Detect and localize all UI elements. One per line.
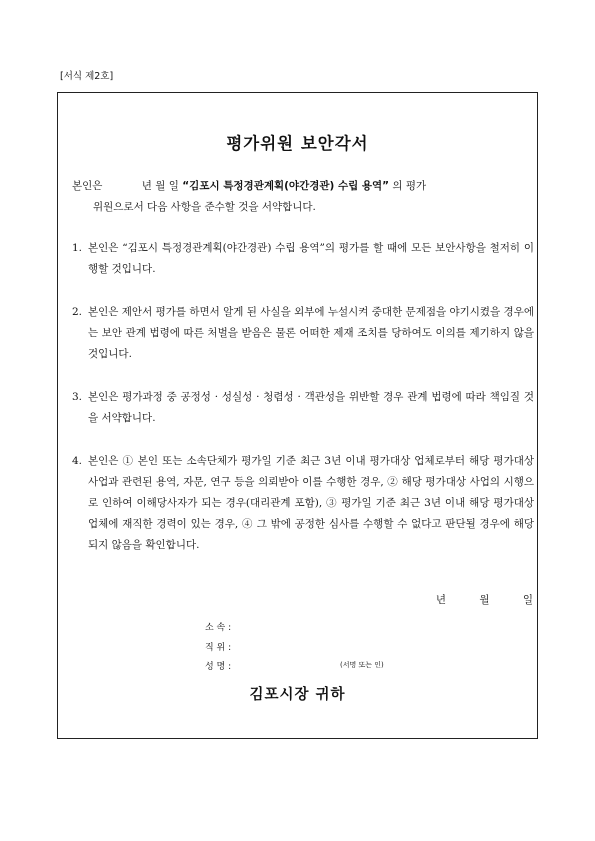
clause-3 — [72, 387, 534, 429]
intro-line-2: 위원으로서 다음 사항을 준수할 것을 서약합니다. — [93, 201, 316, 213]
clause-number: 4. — [72, 455, 83, 467]
clause-text: 본인은 ① 본인 또는 소속단체가 평가일 기준 최근 3년 이내 평가대상 업체로부터 해당 평가대상 사업과 관련된 용역, 자문, 연구 등을 의뢰받아 이를 수행한 경우, ② 해당 평가대상 사업의 시행으로 인하여 이해당사자가 되는 경우(대리관계 포함), ③ 평가일 기준 최근 3년 이내 해당 평가대상 업체에 재직한 경력이 있는 경우, ④ 그 밖에 공정한 심사를 수행할 수 없다고 판단될 경우에 해당되지 않음을 확인합니다. — [88, 455, 534, 551]
addressee: 김포시장 귀하 — [249, 686, 346, 703]
date-year: 년 — [435, 594, 446, 606]
clause-4 — [72, 451, 534, 556]
signing-date — [406, 592, 533, 607]
document-title: 평가위원 보안각서 — [226, 134, 369, 153]
date-month: 월 — [479, 594, 490, 606]
clause-number: 3. — [72, 391, 83, 403]
date-day: 일 — [522, 594, 533, 606]
clause-text: 본인은 평가과정 중 공정성 · 성실성 · 청렴성 · 객관성을 위반할 경우 관계 법령에 따라 책임질 것을 서약합니다. — [88, 391, 534, 424]
clause-1 — [72, 238, 534, 280]
intro-year: 년 — [141, 180, 152, 192]
intro-suffix: 의 평가 — [392, 180, 427, 192]
position-label: 직 위 : — [205, 643, 232, 653]
affiliation-label: 소 속 : — [205, 623, 232, 633]
clause-text: 본인은 “김포시 특정경관계획(야간경관) 수립 용역”의 평가를 할 때에 모든 보안사항을 철저히 이행할 것입니다. — [88, 242, 534, 275]
clause-list — [72, 238, 534, 578]
intro-prefix: 본인은 — [72, 180, 103, 192]
intro-month: 월 — [155, 180, 166, 192]
intro-project-name: “김포시 특정경관계획(야간경관) 수립 용역” — [182, 180, 390, 192]
intro-paragraph — [72, 176, 534, 218]
signature-note: (서명 또는 인) — [340, 661, 384, 669]
clause-2 — [72, 302, 534, 365]
intro-day: 일 — [168, 180, 179, 192]
clause-number: 2. — [72, 306, 83, 318]
form-number-label: [서식 제2호] — [60, 71, 114, 82]
clause-text: 본인은 제안서 평가를 하면서 알게 된 사실을 외부에 누설시켜 중대한 문제점을 야기시켰을 경우에는 보안 관계 법령에 따른 처벌을 받음은 물론 어떠한 제재 조치를 당하여도 이의를 제기하지 않을 것입니다. — [88, 306, 534, 360]
clause-number: 1. — [72, 242, 83, 254]
name-label: 성 명 : — [205, 662, 232, 672]
